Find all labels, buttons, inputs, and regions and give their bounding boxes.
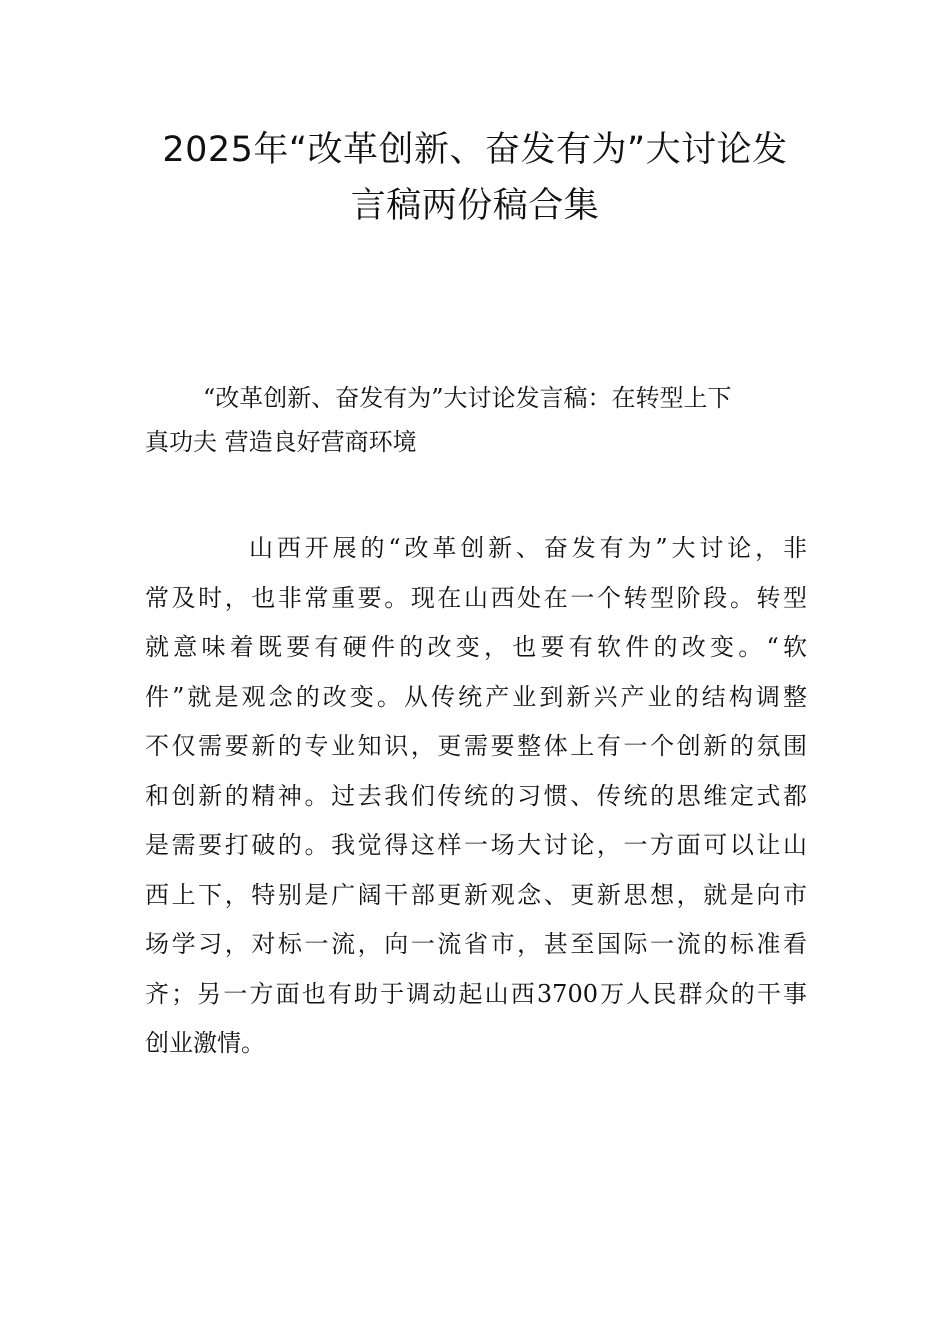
title-line: 2025年“改革创新、奋发有为”大讨论发: [162, 130, 788, 170]
subtitle-line: 真功夫 营造良好营商环境: [145, 428, 417, 456]
document-title: [145, 122, 805, 234]
paragraph-line: 西上下，特别是广阔干部更新观念、更新思想，就是向市: [145, 880, 807, 909]
paragraph-line: 场学习，对标一流，向一流省市，甚至国际一流的标准看: [145, 930, 807, 958]
paragraph-line: 就意味着既要有硬件的改变，也要有软件的改变。“软: [145, 633, 807, 661]
body-paragraph: [145, 524, 807, 1069]
speech-subtitle: [145, 376, 807, 464]
subtitle-line: “改革创新、奋发有为”大讨论发言稿：在转型上下: [203, 384, 732, 412]
paragraph-line: 件”就是观念的改变。从传统产业到新兴产业的结构调整: [145, 682, 807, 711]
paragraph-line: 不仅需要新的专业知识，更需要整体上有一个创新的氛围: [145, 732, 807, 760]
paragraph-line: 创业激情。: [145, 1029, 265, 1057]
paragraph-line: 山西开展的“改革创新、奋发有为”大讨论，非: [249, 534, 807, 562]
paragraph-line: 齐；另一方面也有助于调动起山西3700万人民群众的干事: [145, 979, 807, 1008]
paragraph-line: 常及时，也非常重要。现在山西处在一个转型阶段。转型: [145, 583, 807, 612]
title-line: 言稿两份稿合集: [350, 186, 600, 226]
paragraph-line: 和创新的精神。过去我们传统的习惯、传统的思维定式都: [145, 781, 807, 810]
paragraph-line: 是需要打破的。我觉得这样一场大讨论，一方面可以让山: [145, 831, 807, 859]
